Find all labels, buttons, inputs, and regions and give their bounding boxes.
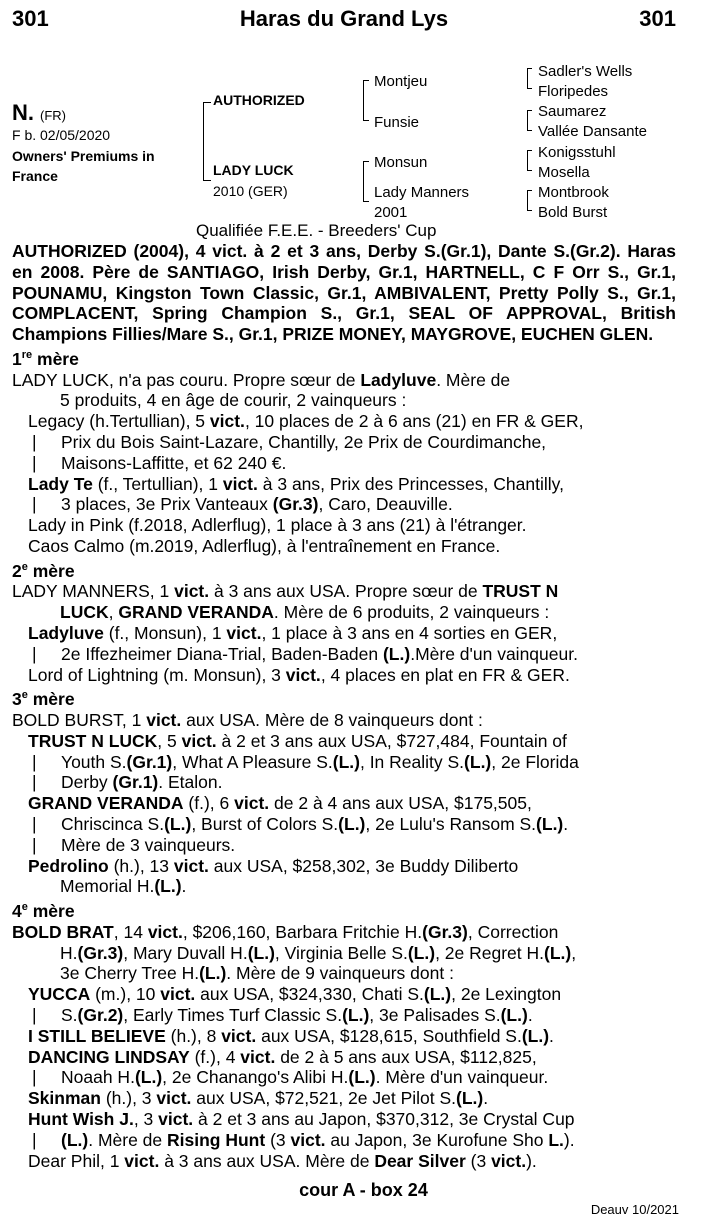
sire-dam: Funsie xyxy=(374,114,420,131)
lot-number-right: 301 xyxy=(639,6,676,31)
dam4-produce-5-cont: | (L.). Mère de Rising Hunt (3 vict. au Japon, 3e Kurofune Sho L.). xyxy=(12,1130,676,1151)
qualification: Qualifiée F.E.E. - Breeders' Cup xyxy=(196,221,437,240)
dam1-intro-cont: 5 produits, 4 en âge de courir, 2 vainqueurs : xyxy=(60,390,407,411)
stable-location: cour A - box 24 xyxy=(299,1180,428,1200)
owners-premium: Owners' Premiums in France xyxy=(12,148,155,184)
dam2-intro: LADY MANNERS, 1 vict. à 3 ans aux USA. Propre sœur de TRUST N xyxy=(12,581,559,602)
dam3-produce-2: GRAND VERANDA (f.), 6 vict. de 2 à 4 ans aux USA, $175,505, xyxy=(28,793,532,814)
dss: Konigsstuhl xyxy=(538,144,616,161)
dam3-produce-3-cont: Memorial H.(L.). xyxy=(60,876,187,897)
dam-name: LADY LUCK xyxy=(213,162,294,178)
dam4-intro-cont: H.(Gr.3), Mary Duvall H.(L.), Virginia Belle S.(L.), 2e Regret H.(L.), xyxy=(60,942,577,963)
sss: Sadler's Wells xyxy=(538,63,633,80)
dam4-produce-3: DANCING LINDSAY (f.), 4 vict. de 2 à 5 ans aux USA, $112,825, xyxy=(28,1046,537,1067)
dam1-produce-1-cont2: | Maisons-Laffitte, et 62 240 €. xyxy=(12,453,676,474)
ssd: Floripedes xyxy=(538,83,609,100)
sale-reference: Deauv 10/2021 xyxy=(590,1202,679,1217)
dam2-produce-2: Lord of Lightning (m. Monsun), 3 vict., 4 places en plat en FR & GER. xyxy=(28,664,570,685)
dam4-intro: BOLD BRAT, 14 vict., $206,160, Barbara Fritchie H.(Gr.3), Correction xyxy=(12,921,559,942)
section-2nd-dam: 2e mère xyxy=(12,560,75,581)
consignor-name: Haras du Grand Lys xyxy=(239,6,449,31)
dam4-produce-1: YUCCA (m.), 10 vict. aux USA, $324,330, Chati S.(L.), 2e Lexington xyxy=(28,984,562,1005)
dam3-produce-1: TRUST N LUCK, 5 vict. à 2 et 3 ans aux USA, $727,484, Fountain of xyxy=(28,730,567,751)
dam1-produce-1: Legacy (h.Tertullian), 5 vict., 10 places de 2 à 6 ans (21) en FR & GER, xyxy=(28,411,584,432)
dam1-produce-3: Lady in Pink (f.2018, Adlerflug), 1 place à 3 ans (21) à l'étranger. xyxy=(28,515,527,536)
horse-country: (FR) xyxy=(40,108,66,123)
horse-birth: F b. 02/05/2020 xyxy=(12,127,111,143)
dam4-produce-5: Hunt Wish J., 3 vict. à 2 et 3 ans au Japon, $370,312, 3e Crystal Cup xyxy=(28,1108,575,1129)
dam3-produce-1-cont: | Youth S.(Gr.1), What A Pleasure S.(L.), In Reality S.(L.), 2e Florida xyxy=(12,752,676,773)
dam4-produce-3-cont: | Noaah H.(L.), 2e Chanango's Alibi H.(L.). Mère d'un vainqueur. xyxy=(12,1067,676,1088)
lot-number-left: 301 xyxy=(12,6,49,31)
sds: Saumarez xyxy=(538,103,607,120)
dam2-produce-1-cont: | 2e Iffezheimer Diana-Trial, Baden-Baden (L.).Mère d'un vainqueur. xyxy=(12,644,676,665)
section-4th-dam: 4e mère xyxy=(12,901,75,922)
horse-name: N. (FR) xyxy=(12,100,66,125)
sire-sire: Montjeu xyxy=(374,73,428,90)
dam2-produce-1: Ladyluve (f., Monsun), 1 vict., 1 place à 3 ans en 4 sorties en GER, xyxy=(28,623,558,643)
section-3rd-dam: 3e mère xyxy=(12,689,75,710)
dam3-produce-1-cont2: | Derby (Gr.1). Etalon. xyxy=(12,772,676,793)
dam1-intro: LADY LUCK, n'a pas couru. Propre sœur de Ladyluve. Mère de xyxy=(12,369,511,390)
dam1-produce-1-cont: | Prix du Bois Saint-Lazare, Chantilly, 2e Prix de Courdimanche, xyxy=(12,432,676,453)
dam4-produce-2: I STILL BELIEVE (h.), 8 vict. aux USA, $128,615, Southfield S.(L.). xyxy=(28,1025,554,1046)
page-header xyxy=(12,6,676,34)
dam4-produce-1-cont: | S.(Gr.2), Early Times Turf Classic S.(L.), 3e Palisades S.(L.). xyxy=(12,1005,676,1026)
dam-dam: Lady Manners xyxy=(374,184,470,201)
dam4-produce-6: Dear Phil, 1 vict. à 3 ans aux USA. Mère de Dear Silver (3 vict.). xyxy=(28,1150,537,1171)
sire-name: AUTHORIZED xyxy=(213,92,305,108)
dam1-produce-4: Caos Calmo (m.2019, Adlerflug), à l'entraînement en France. xyxy=(28,535,501,556)
dam-info: 2010 (GER) xyxy=(213,183,288,199)
dam-dam-year: 2001 xyxy=(374,204,408,221)
dam2-intro-cont: LUCK, GRAND VERANDA. Mère de 6 produits, 2 vainqueurs : xyxy=(60,602,550,623)
dam3-intro: BOLD BURST, 1 vict. aux USA. Mère de 8 vainqueurs dont : xyxy=(12,710,483,731)
dam3-produce-2-cont2: | Mère de 3 vainqueurs. xyxy=(12,835,676,856)
ddd: Bold Burst xyxy=(538,204,608,221)
dam1-produce-2: Lady Te (f., Tertullian), 1 vict. à 3 ans, Prix des Princesses, Chantilly, xyxy=(28,473,564,494)
dam3-produce-2-cont: | Chriscinca S.(L.), Burst of Colors S.(L.), 2e Lulu's Ransom S.(L.). xyxy=(12,814,676,835)
section-1st-dam: 1re mère xyxy=(12,348,79,369)
sire-paragraph: AUTHORIZED (2004), 4 vict. à 2 et 3 ans, Derby S.(Gr.1), Dante S.(Gr.2). Haras en 2008. Père de SANTIAGO, Irish Derby, Gr.1, HARTNELL, C F Orr S., Gr.1, POUNAMU, Kingston Town Classic, Gr.1, AMBIVALENT, Pretty Polly S., Gr.1, COMPLACENT, Spring Champion S., Gr.1, SEAL OF APPROVAL, British Champions Fillies/Mare S., Gr.1, PRIZE MONEY, MAYGROVE, EUCHEN GLEN. xyxy=(12,241,676,345)
catalogue-body xyxy=(12,241,676,1171)
dam1-produce-2-cont: | 3 places, 3e Prix Vanteaux (Gr.3), Caro, Deauville. xyxy=(12,494,676,515)
sdd: Vallée Dansante xyxy=(538,123,647,140)
dam3-produce-3: Pedrolino (h.), 13 vict. aux USA, $258,302, 3e Buddy Diliberto xyxy=(28,855,519,876)
dam4-intro-cont2: 3e Cherry Tree H.(L.). Mère de 9 vainqueurs dont : xyxy=(60,963,454,984)
dam4-produce-4: Skinman (h.), 3 vict. aux USA, $72,521, 2e Jet Pilot S.(L.). xyxy=(28,1088,489,1109)
dam-sire: Monsun xyxy=(374,154,428,171)
dsd: Mosella xyxy=(538,164,590,181)
dds: Montbrook xyxy=(538,184,609,201)
